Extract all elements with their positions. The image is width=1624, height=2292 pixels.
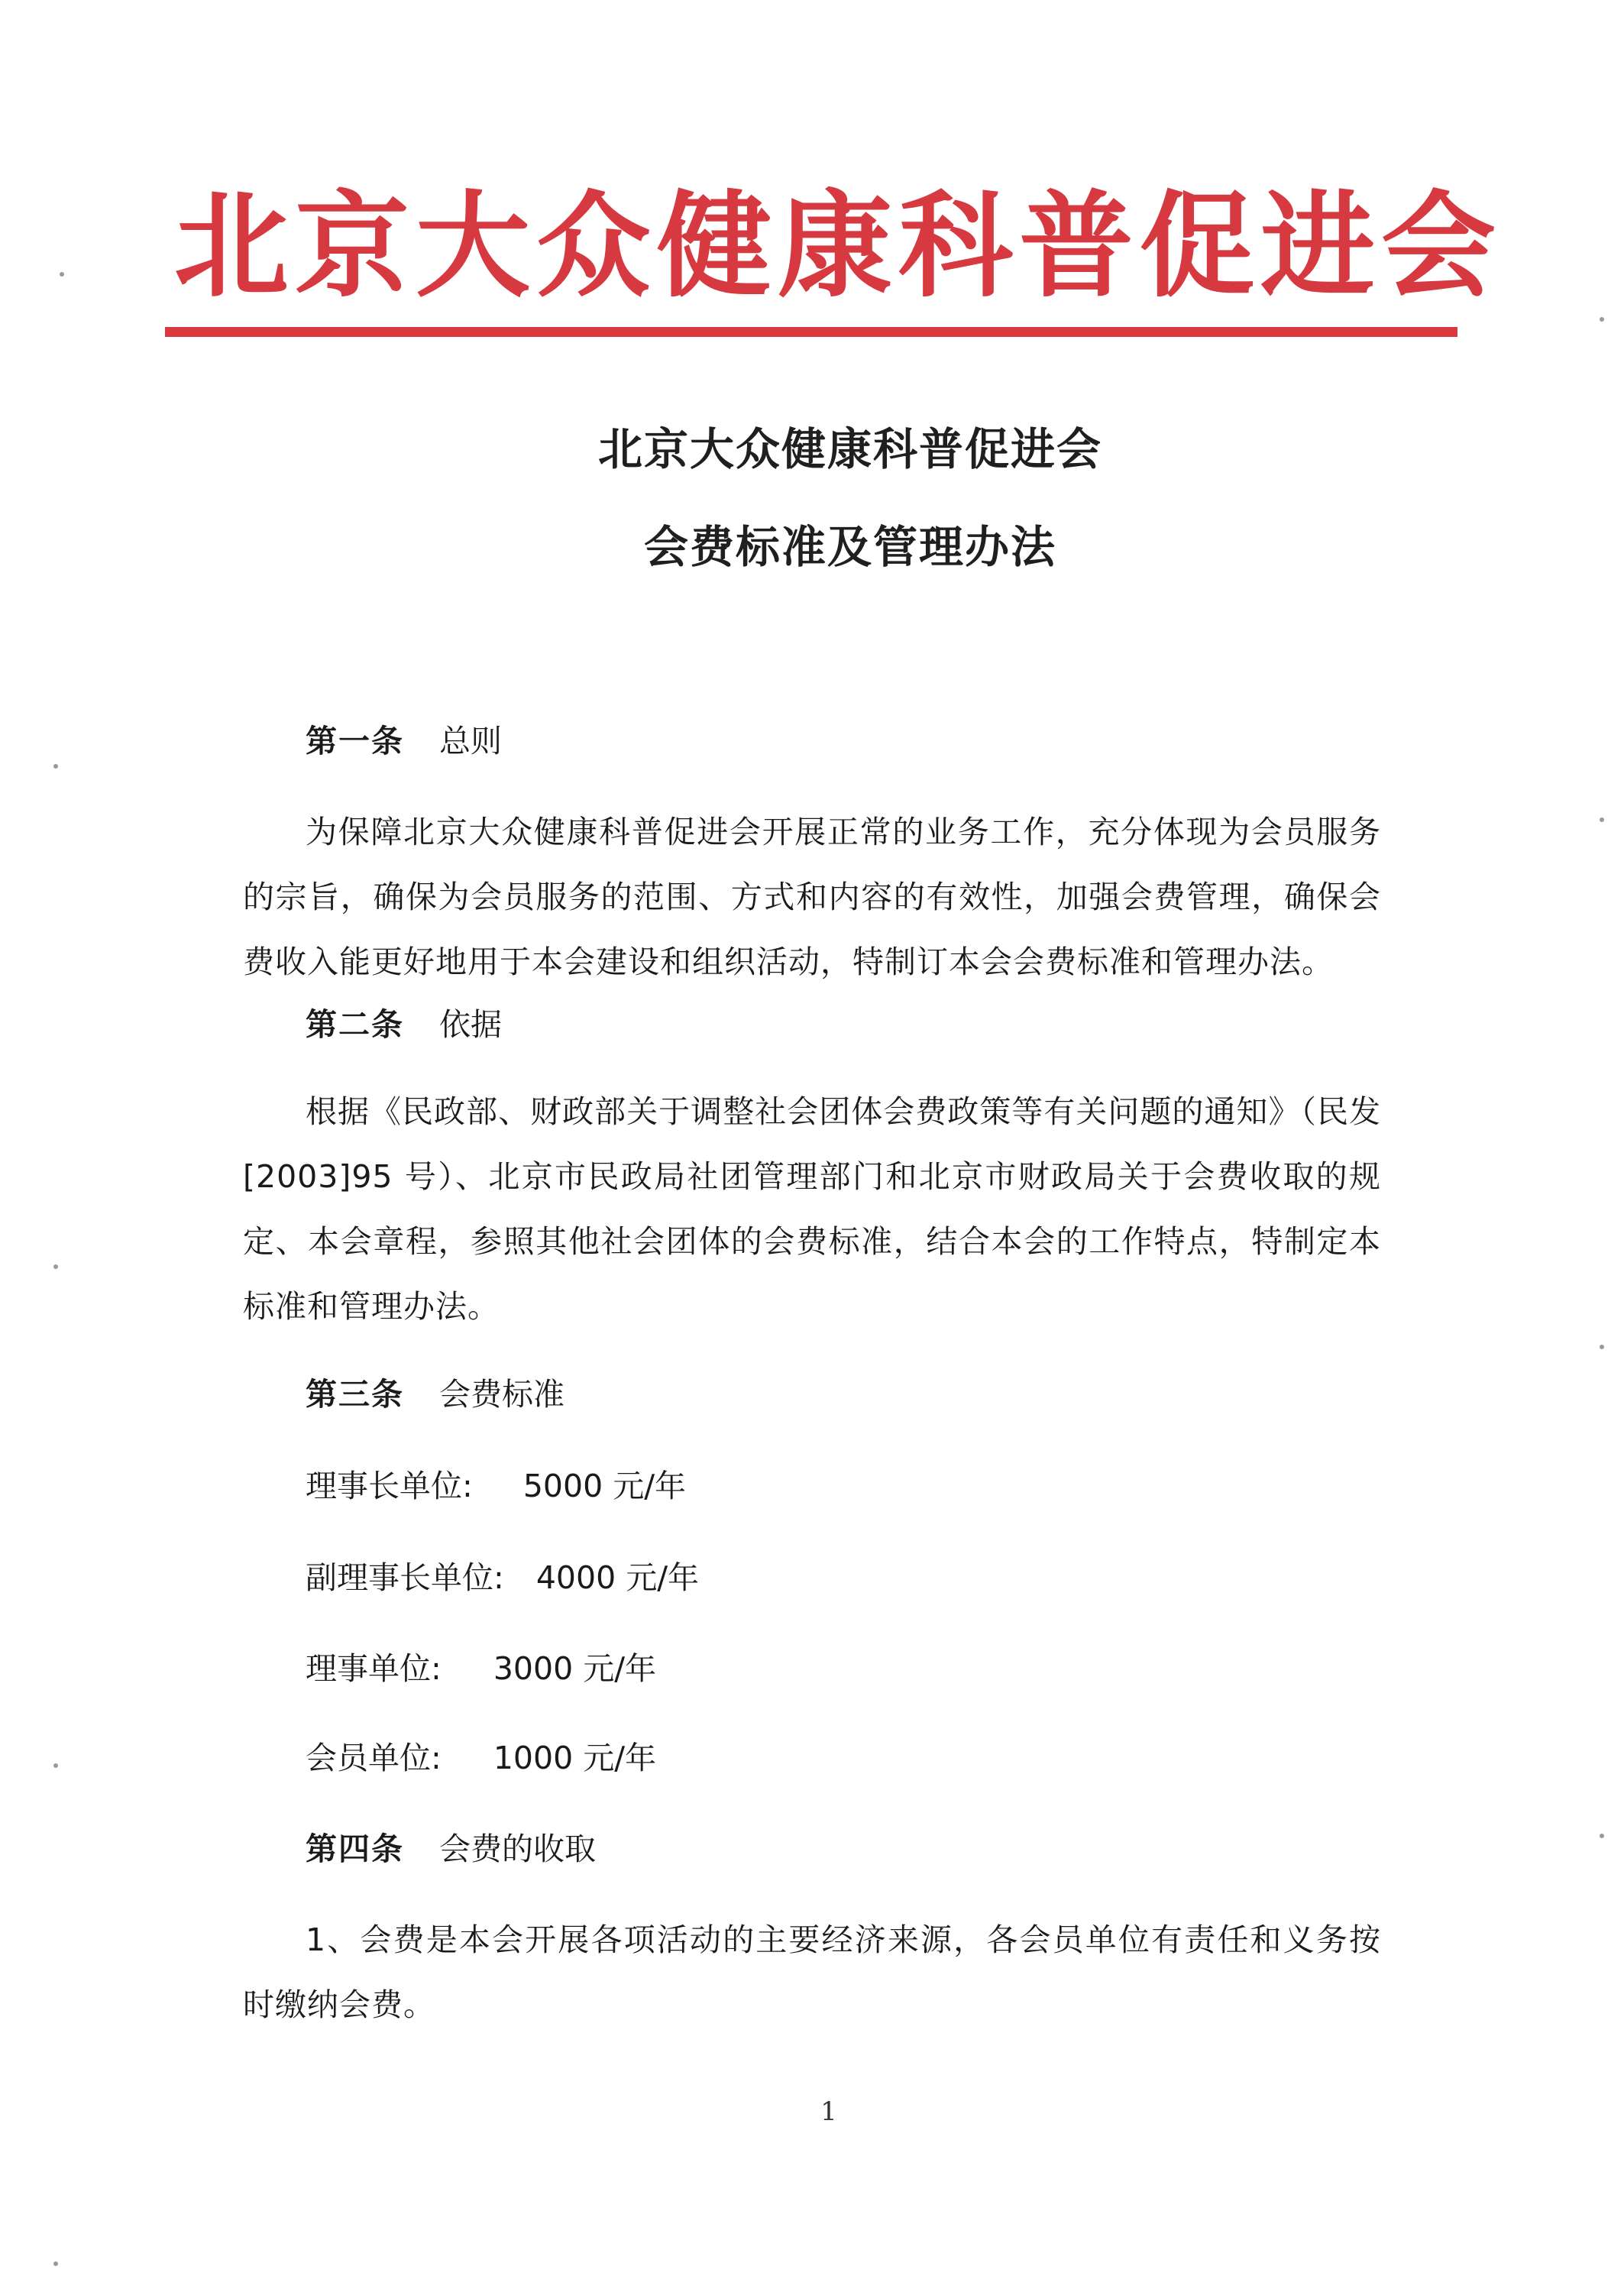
article-heading-4: [306, 1827, 596, 1870]
fee-label: 理事长单位:: [306, 1468, 473, 1504]
article-name: 会费标准: [439, 1376, 565, 1413]
article-heading-1: [306, 720, 502, 762]
fee-line-chairman: [306, 1465, 686, 1507]
article-heading-2: [306, 1003, 502, 1046]
fee-value: 5000 元/年: [522, 1468, 687, 1504]
fee-label: 副理事长单位:: [306, 1559, 504, 1596]
document-title-subject: 会费标准及管理办法: [643, 521, 1056, 573]
letterhead-red-rule: [165, 327, 1457, 337]
fee-label: 会员单位:: [306, 1740, 442, 1776]
article-4-paragraph: 1、会费是本会开展各项活动的主要经济来源，各会员单位有责任和义务按时缴纳会费。: [243, 1921, 1381, 2023]
article-1-paragraph: 为保障北京大众健康科普促进会开展正常的业务工作，充分体现为会员服务的宗旨，确保为会员服务的范围、方式和内容的有效性，加强会费管理，确保会费收入能更好地用于本会建设和组织活动，特制订本会会费标准和管理办法。: [243, 814, 1381, 980]
article-number: 第三条: [306, 1376, 404, 1413]
document-title-org: 北京大众健康科普促进会: [597, 423, 1102, 475]
scan-speck: [1600, 1834, 1604, 1838]
fee-line-member: [306, 1737, 656, 1779]
fee-line-vice-chairman: [306, 1556, 699, 1599]
fee-value: 4000 元/年: [535, 1559, 700, 1596]
article-number: 第一条: [306, 723, 404, 759]
scan-speck: [1600, 1345, 1604, 1349]
article-2-paragraph: 根据《民政部、财政部关于调整社会团体会费政策等有关问题的通知》（民发[2003]95 号）、北京市民政局社团管理部门和北京市财政局关于会费收取的规定、本会章程，参照其他社会团体的会费标准，结合本会的工作特点，特制定本标准和管理办法。: [243, 1093, 1381, 1325]
fee-label: 理事单位:: [306, 1650, 442, 1687]
article-name: 会费的收取: [439, 1831, 596, 1867]
article-number: 第四条: [306, 1831, 404, 1867]
letterhead-org-name: 北京大众健康科普促进会: [174, 179, 1503, 313]
article-heading-3: [306, 1373, 565, 1416]
page-number: 1: [820, 2096, 837, 2127]
article-name: 总则: [439, 723, 502, 759]
fee-value: 1000 元/年: [493, 1740, 657, 1776]
scan-speck: [53, 764, 58, 769]
scan-speck: [60, 272, 64, 277]
fee-value: 3000 元/年: [493, 1650, 657, 1687]
scan-speck: [53, 1763, 58, 1768]
scan-speck: [53, 2261, 58, 2266]
article-number: 第二条: [306, 1006, 404, 1043]
scan-speck: [1600, 817, 1604, 822]
scan-speck: [1600, 317, 1604, 322]
article-name: 依据: [439, 1006, 502, 1043]
fee-line-director: [306, 1647, 656, 1690]
scan-speck: [53, 1264, 58, 1269]
